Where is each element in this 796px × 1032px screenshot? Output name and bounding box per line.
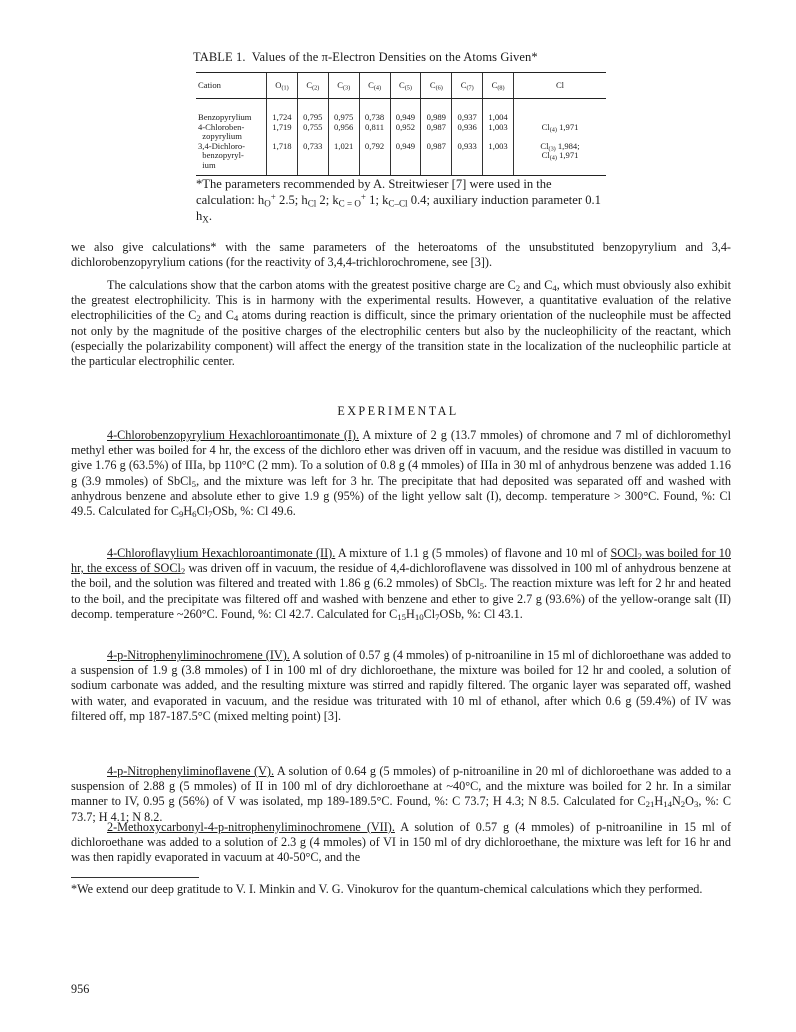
cell-value: 0,936: [452, 123, 483, 142]
compound-title: 4-p-Nitrophenyliminochromene (IV).: [107, 648, 290, 662]
header-c3: $C_{(3)}$: [328, 73, 359, 99]
cell-value: 0,795: [297, 99, 328, 123]
section-heading: EXPERIMENTAL: [337, 404, 459, 418]
cell-value: 0,975: [328, 99, 359, 123]
cell-value: 1,724: [267, 99, 298, 123]
table-caption: TABLE 1. Values of the π-Electron Densities on the Atoms Given*: [193, 50, 538, 64]
page-number: 956: [71, 982, 90, 996]
footnote-divider: [71, 877, 199, 878]
cell-value: 1,003: [483, 123, 514, 142]
cell-cation: Benzopyrylium: [198, 112, 252, 122]
cell-value: 0,738: [359, 99, 390, 123]
paragraph-discussion: The calculations show that the carbon atoms with the greatest positive charge are $C_2$ and $C_4$, which must obviously also exhibit the greatest electrophilicity. This is in harmony with the experimental results. However, a quantitative evaluation of the relative electrophilicities of the $C_2$ and $C_4$ atoms during reaction is difficult, since the primary orientation of the nucleophile must be affected not only by the magnitude of the positive charges of the electrophilic centers but also by the nucleophilicity of the reactant, which (especially the polarizability component) will affect the energy of the transition state in the localization of the nucleophilic particle at the particular electrophilic center.: [71, 278, 732, 369]
header-c8: $C_{(8)}$: [483, 73, 514, 99]
cell-value: 0,989: [421, 99, 452, 123]
paragraph-compound-i: 4-Chlorobenzopyrylium Hexachloroantimonate (I). A mixture of 2 g (13.7 mmoles) of chromone and 7 ml of dichloromethyl methyl ether was boiled for 4 hr, the excess of the dichloro ether was driven off in vacuum, and the residue was distilled in vacuum to give 1.76 g (63.5%) of IIIa, bp 110°C (2 mm). To a solution of 0.8 g (4 mmoles) of IIIa in 30 ml of anhydrous benzene was added 1.16 g (3.9 mmoles) of SbCl$_5$, and the mixture was left for 3 hr. The precipitate that had deposited was separated off and washed with anhydrous benzene and absolute ether to give 1.9 g (95%) of the light yellow salt (I), decomp. temperature > 300°C. Found, %: Cl 49.5. Calculated for $C_9H_6Cl_7OSb$, %: Cl 49.6.: [71, 428, 732, 520]
paragraph-intro: we also give calculations* with the same parameters of the heteroatoms of the unsubstituted benzopyrylium and 3,4-dichlorobenzopyrylium cations (for the reactivity of 3,4,4-trichlorochromene, see [3]).: [71, 240, 731, 270]
paragraph-compound-ii: 4-Chloroflavylium Hexachloroantimonate (II). A mixture of 1.1 g (5 mmoles) of flavone and 10 ml of SOCl$_2$ was boiled for 10 hr, the excess of SOCl$_2$ was driven off in vacuum, the residue of 4,4-dichloroflavene was dissolved in 100 ml of anhydrous benzene at the boil, and the solution was filtered and treated with 1.86 g (6.2 mmoles) of SbCl$_5$. The reaction mixture was left for 2 hr and heated to the boil, and the precipitate was filtered off and washed with benzene and ether to give 2.7 g (93.6%) of the yellow-orange salt (II) decomp. temperature ~260°C. Found, %: Cl 42.7. Calculated for $C_{15}H_{10}Cl_7OSb$, %: Cl 43.1.: [71, 546, 732, 622]
header-cl: Cl: [514, 73, 607, 99]
cell-value: 0,956: [328, 123, 359, 142]
cell-value: 0,949: [390, 99, 421, 123]
cell-cl: $Cl_{(3)}$ 1,984; $Cl_{(4)}$ 1,971: [514, 142, 607, 175]
cell-value: 1,004: [483, 99, 514, 123]
paragraph-compound-iv: 4-p-Nitrophenyliminochromene (IV). A solution of 0.57 g (4 mmoles) of p-nitroaniline in 15 ml of dichloroethane was added to a suspension of 1.9 g (3.8 mmoles) of I in 100 ml of dry dichloroethane, the mixture was boiled for 12 hr and cooled, a solution of sodium carbonate was added, and the resulting mixture was stirred and rapidly filtered. The organic layer was separated off, washed with water, and evaporated in vacuum, and the residue was triturated with 10 ml of ethanol, after which 0.6 g (59.4%) of IV was filtered off, mp 187-187.5°C (mixed melting point) [3].: [71, 648, 731, 723]
cell-value: 0,933: [452, 142, 483, 175]
cell-value: 1,718: [267, 142, 298, 175]
table-container: [196, 72, 606, 176]
paragraph-compound-vii: 2-Methoxycarbonyl-4-p-nitrophenyliminochromene (VII). A solution of 0.57 g (4 mmoles) of p-nitroaniline in 15 ml of dichloroethane was added to a solution of 2.3 g (4 mmoles) of VI in 150 ml of dry dichloroethane, the mixture was left for 16 hr and was then rapidly evaporated in vacuum at 40-50°C, and the: [71, 820, 731, 865]
compound-title: 4-Chlorobenzopyrylium Hexachloroantimonate (I).: [107, 428, 360, 442]
cell-cation: 3,4-Dichloro- benzopyryl- ium: [196, 142, 267, 175]
cell-value: 0,987: [421, 123, 452, 142]
cell-value: 0,733: [297, 142, 328, 175]
table-row: [196, 99, 606, 123]
cell-cation: 4-Chloroben- zopyrylium: [198, 121, 245, 142]
cell-value: 0,949: [390, 142, 421, 175]
header-o1: $O_{(1)}$: [267, 73, 298, 99]
table-footnote: *The parameters recommended by A. Streitwieser [7] were used in the calculation: $h_O^+$ 2.5; $h_{Cl}$ 2; $k_{C = O}^+$ 1; $k_{C-Cl}$ 0.4; auxiliary induction parameter 0.1 $h_X$.: [196, 177, 601, 225]
cell-value: 0,937: [452, 99, 483, 123]
cell-value: 1,719: [267, 123, 298, 142]
cell-cl: [514, 99, 607, 123]
header-c5: $C_{(5)}$: [390, 73, 421, 99]
header-c6: $C_{(6)}$: [421, 73, 452, 99]
paragraph-compound-v: 4-p-Nitrophenyliminoflavene (V). A solution of 0.64 g (5 mmoles) of p-nitroaniline in 20 ml of dichloroethane was added to a suspension of 2.88 g (5 mmoles) of II in 100 ml of dry dichloroethane at ~40°C, and the mixture was boiled for 2 hr. In a similar manner to IV, 0.95 g (56%) of V was isolated, mp 189-189.5°C. Found, %: C 73.7; H 4.3; N 8.5. Calculated for $C_{21}H_{14}N_2O_3$, %: C 73.7; H 4.1; N 8.2.: [71, 764, 732, 824]
compound-title: 4-p-Nitrophenyliminoflavene (V).: [107, 764, 274, 778]
compound-title: 2-Methoxycarbonyl-4-p-nitrophenyliminochromene (VII).: [107, 820, 395, 834]
cell-value: 0,952: [390, 123, 421, 142]
header-c4: $C_{(4)}$: [359, 73, 390, 99]
cell-value: 0,811: [359, 123, 390, 142]
cell-value: 0,792: [359, 142, 390, 175]
cell-value: 1,003: [483, 142, 514, 175]
table-row: [196, 142, 606, 175]
cell-cl: $Cl_{(4)}$ 1,971: [514, 123, 607, 142]
table-row: [196, 123, 606, 142]
header-cation: Cation: [196, 73, 267, 99]
cell-value: 0,755: [297, 123, 328, 142]
page-footnote: *We extend our deep gratitude to V. I. Minkin and V. G. Vinokurov for the quantum-chemical calculations which they performed.: [71, 882, 703, 896]
cell-value: 1,021: [328, 142, 359, 175]
header-c7: $C_{(7)}$: [452, 73, 483, 99]
cell-value: 0,987: [421, 142, 452, 175]
electron-density-table: [196, 72, 606, 176]
compound-title: 4-Chloroflavylium Hexachloroantimonate (II).: [107, 546, 336, 560]
table-header-row: [196, 73, 606, 99]
header-c2: $C_{(2)}$: [297, 73, 328, 99]
